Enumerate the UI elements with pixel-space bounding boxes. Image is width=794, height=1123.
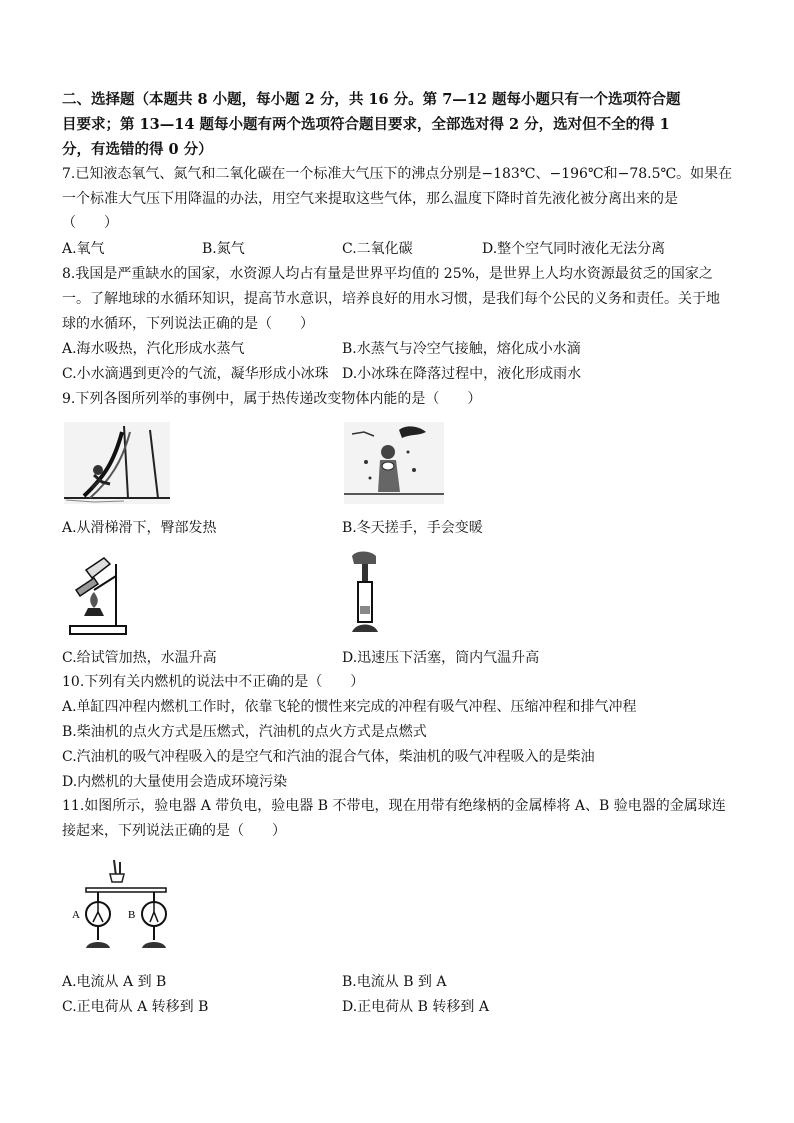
electroscope-illustration <box>64 858 182 956</box>
electroscope-label-a: A <box>72 909 80 921</box>
q11-option-a[interactable]: A.电流从 A 到 B <box>62 974 167 990</box>
q7-stem-line-3: （ ） <box>62 215 118 231</box>
section-heading-line-1: 二、选择题（本题共 8 小题，每小题 2 分，共 16 分。第 7—12 题每小题只有一个选项符合题 <box>62 91 681 108</box>
q8-option-c[interactable]: C.小水滴遇到更冷的气流，凝华形成小冰珠 <box>62 366 329 382</box>
electroscope-label-b: B <box>128 909 136 921</box>
q11-option-b[interactable]: B.电流从 B 到 A <box>342 974 447 990</box>
q7-option-b[interactable]: B.氮气 <box>202 241 245 257</box>
q9-option-c[interactable]: C.给试管加热，水温升高 <box>62 650 217 666</box>
q9-option-b[interactable]: B.冬天搓手，手会变暖 <box>342 520 483 536</box>
q8-option-d[interactable]: D.小冰珠在降落过程中，液化形成雨水 <box>342 366 582 382</box>
q9-option-a[interactable]: A.从滑梯滑下，臀部发热 <box>62 520 217 536</box>
q7-option-a[interactable]: A.氧气 <box>62 241 105 257</box>
q7-stem-line-2: 一个标准大气压下用降温的办法，用空气来提取这些气体，那么温度下降时首先液化被分离出来的是 <box>62 191 678 207</box>
q11-stem-line-2: 接起来，下列说法正确的是（ ） <box>62 823 286 839</box>
section-heading-line-2: 目要求；第 13—14 题每小题有两个选项符合题目要求，全部选对得 2 分，选对但不全的得 1 <box>62 116 670 133</box>
q7-option-c[interactable]: C.二氧化碳 <box>342 241 413 257</box>
q11-option-c[interactable]: C.正电荷从 A 转移到 B <box>62 999 209 1015</box>
q8-stem-line-1: 8.我国是严重缺水的国家，水资源人均占有量是世界平均值的 25%，是世界上人均水资源最贫乏的国家之 <box>62 266 713 282</box>
q7-stem-line-1: 7.已知液态氧气、氮气和二氧化碳在一个标准大气压下的沸点分别是−183℃、−196℃和−78.5℃。如果在 <box>62 166 733 182</box>
q8-stem-line-2: 一。了解地球的水循环知识，提高节水意识，培养良好的用水习惯，是我们每个公民的义务和责任。关于地 <box>62 291 720 307</box>
q11-option-d[interactable]: D.正电荷从 B 转移到 A <box>342 999 489 1015</box>
q10-option-d[interactable]: D.内燃机的大量使用会造成环境污染 <box>62 774 288 790</box>
q8-stem-line-3: 球的水循环，下列说法正确的是（ ） <box>62 316 314 332</box>
q8-option-a[interactable]: A.海水吸热，汽化形成水蒸气 <box>62 341 245 357</box>
piston-syringe-illustration <box>348 548 398 640</box>
q9-option-d[interactable]: D.迅速压下活塞，筒内气温升高 <box>342 650 540 666</box>
q11-stem-line-1: 11.如图所示，验电器 A 带负电，验电器 B 不带电，现在用带有绝缘柄的金属棒将 A、B 验电器的金属球连 <box>62 798 726 814</box>
q10-stem: 10.下列有关内燃机的说法中不正确的是（ ） <box>62 674 365 690</box>
slide-illustration <box>64 422 170 504</box>
q10-option-c[interactable]: C.汽油机的吸气冲程吸入的是空气和汽油的混合气体，柴油机的吸气冲程吸入的是柴油 <box>62 749 595 765</box>
q10-option-a[interactable]: A.单缸四冲程内燃机工作时，依靠飞轮的惯性来完成的冲程有吸气冲程、压缩冲程和排气冲程 <box>62 699 637 715</box>
section-heading-line-3: 分，有选错的得 0 分） <box>62 141 213 158</box>
q8-option-b[interactable]: B.水蒸气与冷空气接触，熔化成小水滴 <box>342 341 581 357</box>
q9-stem: 9.下列各图所列举的事例中，属于热传递改变物体内能的是（ ） <box>62 391 482 407</box>
q7-option-d[interactable]: D.整个空气同时液化无法分离 <box>482 241 666 257</box>
q10-option-b[interactable]: B.柴油机的点火方式是压燃式，汽油机的点火方式是点燃式 <box>62 724 427 740</box>
rubbing-hands-illustration <box>344 422 444 504</box>
test-tube-heating-illustration <box>64 550 132 638</box>
